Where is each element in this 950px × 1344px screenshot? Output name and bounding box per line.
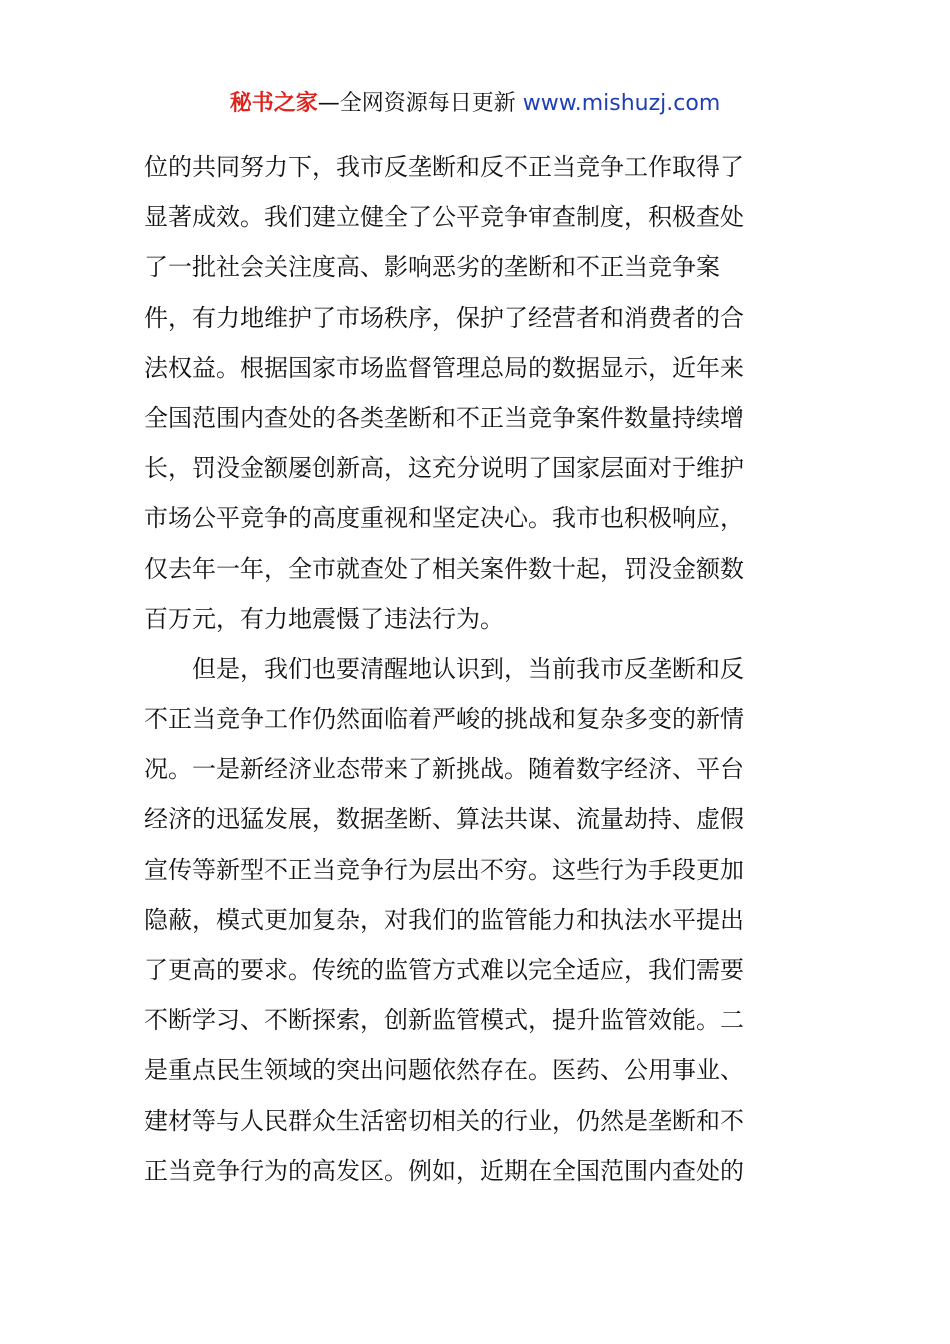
- site-url[interactable]: www.mishuzj.com: [515, 91, 721, 116]
- header-tagline: —全网资源每日更新: [317, 91, 516, 116]
- text-line: 是重点民生领域的突出问题依然存在。医药、公用事业、: [144, 1056, 744, 1085]
- text-line: 位的共同努力下，我市反垄断和反不正当竞争工作取得了: [144, 153, 744, 181]
- text-line: 不正当竞争工作仍然面临着严峻的挑战和复杂多变的新情: [144, 705, 744, 734]
- site-header: [0, 88, 950, 120]
- text-line: 正当竞争行为的高发区。例如，近期在全国范围内查处的: [144, 1156, 744, 1185]
- text-line: 显著成效。我们建立健全了公平竞争审查制度，积极查处: [144, 203, 744, 232]
- text-line: 百万元，有力地震慑了违法行为。: [144, 604, 504, 633]
- text-line: 况。一是新经济业态带来了新挑战。随着数字经济、平台: [144, 755, 744, 784]
- text-line: 市场公平竞争的高度重视和坚定决心。我市也积极响应，: [144, 504, 744, 533]
- text-line: 不断学习、不断探索，创新监管模式，提升监管效能。二: [144, 1006, 744, 1035]
- text-line: 了更高的要求。传统的监管方式难以完全适应，我们需要: [144, 956, 744, 984]
- text-line: 建材等与人民群众生活密切相关的行业，仍然是垄断和不: [144, 1106, 744, 1135]
- brand-name: 秘书之家: [229, 91, 318, 116]
- text-line: 经济的迅猛发展，数据垄断、算法共谋、流量劫持、虚假: [144, 805, 744, 834]
- text-line: 长，罚没金额屡创新高，这充分说明了国家层面对于维护: [144, 454, 744, 483]
- document-body: [144, 142, 814, 1196]
- text-line: 宣传等新型不正当竞争行为层出不穷。这些行为手段更加: [144, 855, 744, 884]
- text-line: 隐蔽，模式更加复杂，对我们的监管能力和执法水平提出: [144, 905, 744, 934]
- text-line: 法权益。根据国家市场监督管理总局的数据显示，近年来: [144, 353, 744, 382]
- text-line: 全国范围内查处的各类垄断和不正当竞争案件数量持续增: [144, 403, 744, 432]
- text-line: 件，有力地维护了市场秩序，保护了经营者和消费者的合: [144, 303, 744, 332]
- text-line: 了一批社会关注度高、影响恶劣的垄断和不正当竞争案: [144, 253, 720, 282]
- text-line: 仅去年一年，全市就查处了相关案件数十起，罚没金额数: [144, 554, 744, 583]
- text-line: 但是，我们也要清醒地认识到，当前我市反垄断和反: [144, 654, 744, 683]
